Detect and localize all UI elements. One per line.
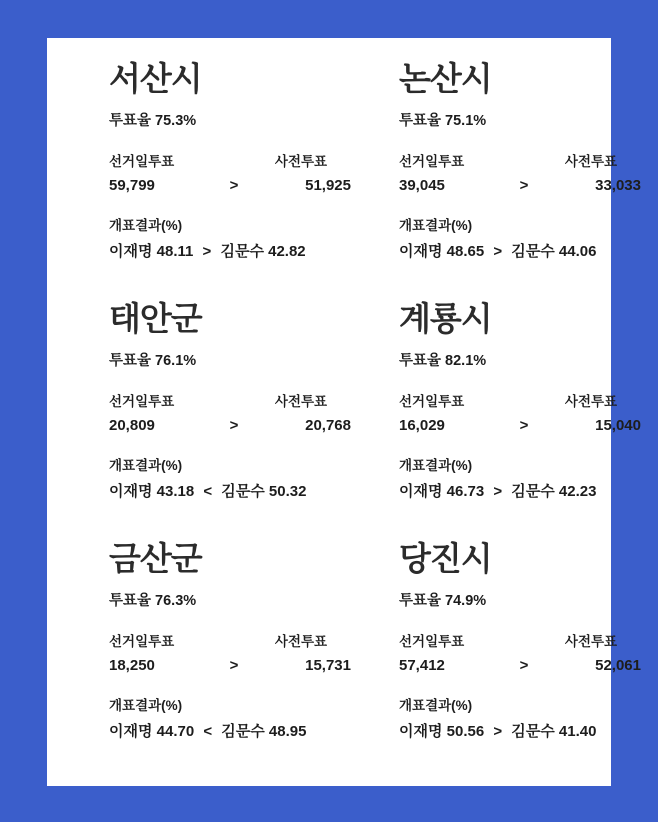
early-vote-value: 15,731 — [305, 656, 351, 674]
election-day-vote-value: 59,799 — [109, 176, 155, 194]
vote-breakdown — [109, 150, 351, 194]
early-vote-col — [541, 630, 641, 674]
early-vote-value: 15,040 — [595, 416, 641, 434]
early-vote-label: 사전투표 — [564, 633, 618, 649]
election-day-vote-col — [109, 630, 217, 674]
candidate-2-result: 김문수 41.40 — [511, 722, 597, 740]
early-vote-label: 사전투표 — [274, 153, 328, 169]
result-header: 개표결과(%) — [109, 697, 183, 713]
election-day-vote-label: 선거일투표 — [109, 153, 175, 169]
election-day-vote-label: 선거일투표 — [399, 633, 465, 649]
early-vote-label: 사전투표 — [564, 153, 618, 169]
candidate-2-result: 김문수 48.95 — [221, 722, 307, 740]
election-day-vote-col — [399, 390, 507, 434]
result-line — [109, 240, 351, 261]
vote-comparator: > — [229, 416, 239, 434]
result-header: 개표결과(%) — [109, 217, 183, 233]
election-day-vote-col — [399, 150, 507, 194]
region-block-gyeryong — [351, 296, 641, 536]
turnout-text: 투표율 76.1% — [109, 352, 197, 369]
election-day-vote-label: 선거일투표 — [399, 393, 465, 409]
vote-comparator: > — [229, 176, 239, 194]
result-line — [109, 720, 351, 741]
region-block-geumsan — [57, 536, 351, 776]
election-day-vote-value: 16,029 — [399, 416, 445, 434]
early-vote-col — [251, 390, 351, 434]
region-block-taean — [57, 296, 351, 536]
vote-comparator: > — [519, 176, 529, 194]
candidate-1-result: 이재명 46.73 — [399, 482, 485, 500]
region-block-nonsan — [351, 56, 641, 296]
candidate-1-result: 이재명 43.18 — [109, 482, 195, 500]
result-line — [399, 480, 641, 501]
early-vote-label: 사전투표 — [274, 393, 328, 409]
result-line — [109, 480, 351, 501]
result-comparator: > — [202, 242, 212, 260]
region-title: 태안군 — [109, 300, 202, 337]
region-title: 당진시 — [399, 540, 492, 577]
result-header: 개표결과(%) — [109, 457, 183, 473]
election-day-vote-value: 20,809 — [109, 416, 155, 434]
vote-breakdown — [109, 630, 351, 674]
result-comparator: < — [203, 482, 213, 500]
early-vote-value: 33,033 — [595, 176, 641, 194]
candidate-1-result: 이재명 48.65 — [399, 242, 485, 260]
candidate-2-result: 김문수 44.06 — [511, 242, 597, 260]
regions-grid — [47, 38, 641, 786]
election-day-vote-label: 선거일투표 — [109, 393, 175, 409]
result-header: 개표결과(%) — [399, 697, 473, 713]
vote-breakdown — [399, 390, 641, 434]
candidate-2-result: 김문수 50.32 — [221, 482, 307, 500]
election-day-vote-col — [399, 630, 507, 674]
result-header: 개표결과(%) — [399, 457, 473, 473]
result-comparator: > — [493, 722, 503, 740]
candidate-1-result: 이재명 44.70 — [109, 722, 195, 740]
early-vote-col — [251, 630, 351, 674]
vote-breakdown — [399, 150, 641, 194]
turnout-text: 투표율 82.1% — [399, 352, 487, 369]
result-comparator: < — [203, 722, 213, 740]
election-day-vote-label: 선거일투표 — [399, 153, 465, 169]
election-day-vote-col — [109, 390, 217, 434]
candidate-1-result: 이재명 48.11 — [109, 242, 194, 260]
election-day-vote-value: 57,412 — [399, 656, 445, 674]
turnout-text: 투표율 75.3% — [109, 112, 197, 129]
vote-comparator: > — [519, 416, 529, 434]
candidate-2-result: 김문수 42.23 — [511, 482, 597, 500]
early-vote-value: 51,925 — [305, 176, 351, 194]
vote-breakdown — [109, 390, 351, 434]
election-day-vote-label: 선거일투표 — [109, 633, 175, 649]
candidate-1-result: 이재명 50.56 — [399, 722, 485, 740]
region-block-dangjin — [351, 536, 641, 776]
early-vote-col — [541, 150, 641, 194]
result-comparator: > — [493, 482, 503, 500]
election-day-vote-value: 39,045 — [399, 176, 445, 194]
vote-comparator: > — [229, 656, 239, 674]
result-line — [399, 240, 641, 261]
election-day-vote-col — [109, 150, 217, 194]
election-day-vote-value: 18,250 — [109, 656, 155, 674]
candidate-2-result: 김문수 42.82 — [220, 242, 306, 260]
early-vote-col — [251, 150, 351, 194]
region-block-seosan — [57, 56, 351, 296]
early-vote-value: 52,061 — [595, 656, 641, 674]
region-title: 계룡시 — [399, 300, 492, 337]
vote-breakdown — [399, 630, 641, 674]
result-line — [399, 720, 641, 741]
early-vote-col — [541, 390, 641, 434]
region-title: 서산시 — [109, 60, 202, 97]
turnout-text: 투표율 76.3% — [109, 592, 197, 609]
turnout-text: 투표율 75.1% — [399, 112, 487, 129]
early-vote-value: 20,768 — [305, 416, 351, 434]
result-header: 개표결과(%) — [399, 217, 473, 233]
vote-comparator: > — [519, 656, 529, 674]
results-card — [47, 38, 641, 786]
result-comparator: > — [493, 242, 503, 260]
early-vote-label: 사전투표 — [274, 633, 328, 649]
region-title: 금산군 — [109, 540, 202, 577]
turnout-text: 투표율 74.9% — [399, 592, 487, 609]
region-title: 논산시 — [399, 60, 492, 97]
early-vote-label: 사전투표 — [564, 393, 618, 409]
